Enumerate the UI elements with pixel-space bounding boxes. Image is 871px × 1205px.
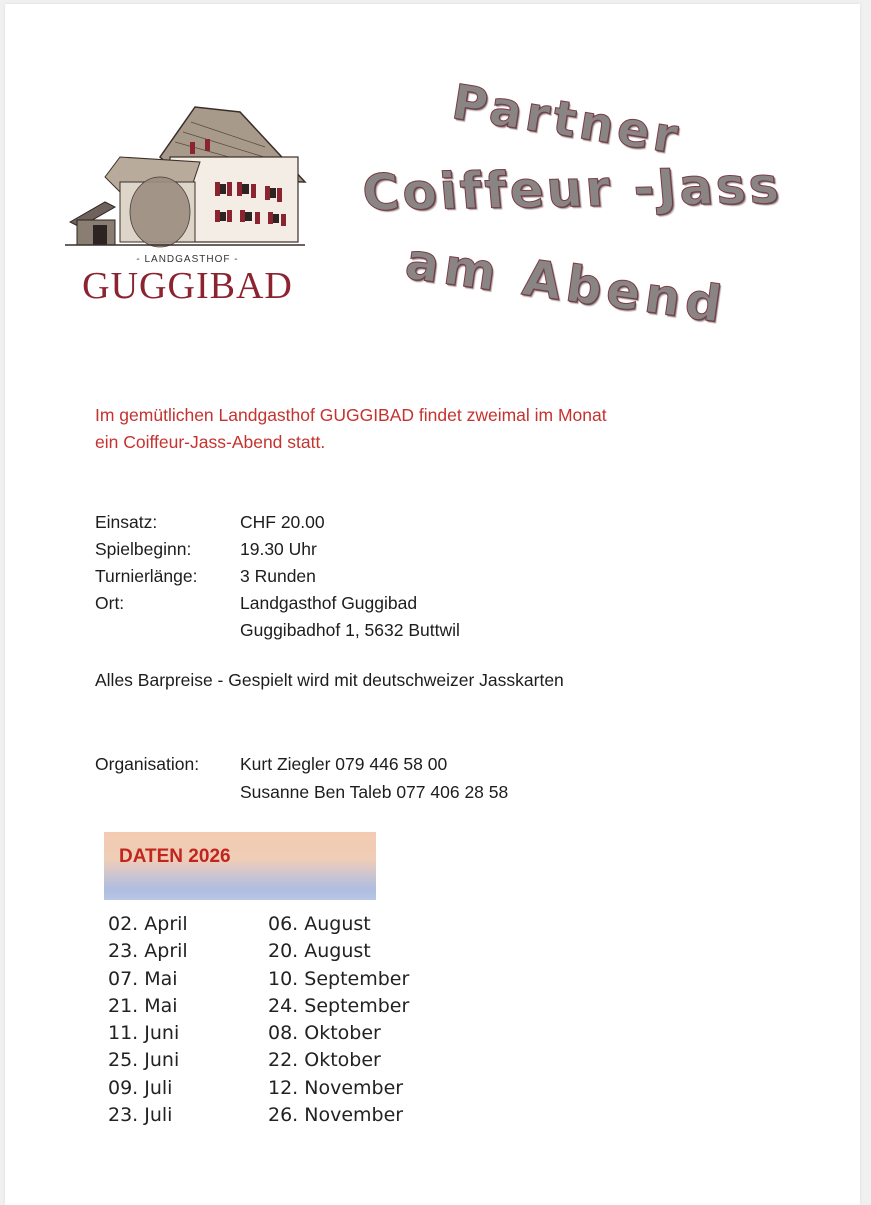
guggibad-logo	[65, 102, 310, 312]
detail-row-address	[95, 617, 460, 644]
title-line-1: Partner	[448, 74, 686, 166]
detail-value: 19.30 Uhr	[240, 539, 317, 559]
detail-value: 3 Runden	[240, 566, 316, 586]
title-line-2: Coiffeur -Jass	[360, 156, 784, 222]
date-item: 21. Mai	[108, 994, 178, 1017]
organisation-block	[95, 750, 508, 806]
date-item: 08. Oktober	[268, 1022, 381, 1045]
dates-list	[108, 911, 468, 1129]
detail-label: Einsatz:	[95, 512, 158, 532]
logo-subtitle: - LANDGASTHOF -	[136, 254, 239, 265]
date-item: 20. August	[268, 940, 371, 963]
logo-name: GUGGIBAD	[82, 265, 293, 307]
detail-value: Landgasthof Guggibad	[240, 593, 418, 613]
dates-header-box	[104, 832, 376, 900]
detail-label	[95, 617, 240, 644]
detail-value: Guggibadhof 1, 5632 Buttwil	[240, 620, 460, 640]
date-item: 23. Juli	[108, 1104, 173, 1127]
detail-row-spielbeginn	[95, 536, 460, 563]
date-item: 12. November	[268, 1076, 404, 1099]
detail-row-turnierlaenge	[95, 563, 460, 590]
date-item: 06. August	[268, 913, 371, 935]
contact-kurt-ziegler: Kurt Ziegler 079 446 58 00	[240, 754, 448, 774]
date-item: 11. Juni	[108, 1022, 180, 1045]
detail-value: CHF 20.00	[240, 512, 325, 532]
detail-label: Spielbeginn:	[95, 539, 192, 559]
date-item: 10. September	[268, 967, 410, 990]
date-item: 26. November	[268, 1104, 404, 1127]
date-item: 02. April	[108, 913, 188, 935]
dates-header-title: DATEN 2026	[119, 846, 231, 867]
detail-row-ort	[95, 590, 460, 617]
date-item: 22. Oktober	[268, 1049, 381, 1072]
date-item: 07. Mai	[108, 967, 178, 990]
intro-line-1: Im gemütlichen Landgasthof GUGGIBAD findet zweimal im Monat	[95, 405, 607, 425]
organisation-contacts	[240, 750, 508, 806]
detail-row-einsatz	[95, 509, 460, 536]
date-item: 24. September	[268, 994, 410, 1017]
date-item: 23. April	[108, 940, 188, 963]
organisation-label: Organisation:	[95, 754, 200, 774]
dates-column-right	[268, 911, 468, 1129]
contact-susanne-ben-taleb: Susanne Ben Taleb 077 406 28 58	[240, 782, 509, 802]
event-details	[95, 509, 460, 644]
intro-text	[95, 402, 607, 456]
title-line-3: am Abend	[401, 232, 730, 335]
farmhouse-illustration-icon	[65, 102, 310, 252]
flyer-page	[5, 4, 860, 1205]
price-note: Alles Barpreise - Gespielt wird mit deutschweizer Jasskarten	[95, 670, 564, 690]
intro-line-2: ein Coiffeur-Jass-Abend statt.	[95, 432, 326, 452]
date-item: 09. Juli	[108, 1076, 173, 1099]
detail-label: Turnierlänge:	[95, 566, 198, 586]
dates-column-left	[108, 911, 268, 1129]
date-item: 25. Juni	[108, 1049, 180, 1072]
detail-label: Ort:	[95, 593, 125, 613]
